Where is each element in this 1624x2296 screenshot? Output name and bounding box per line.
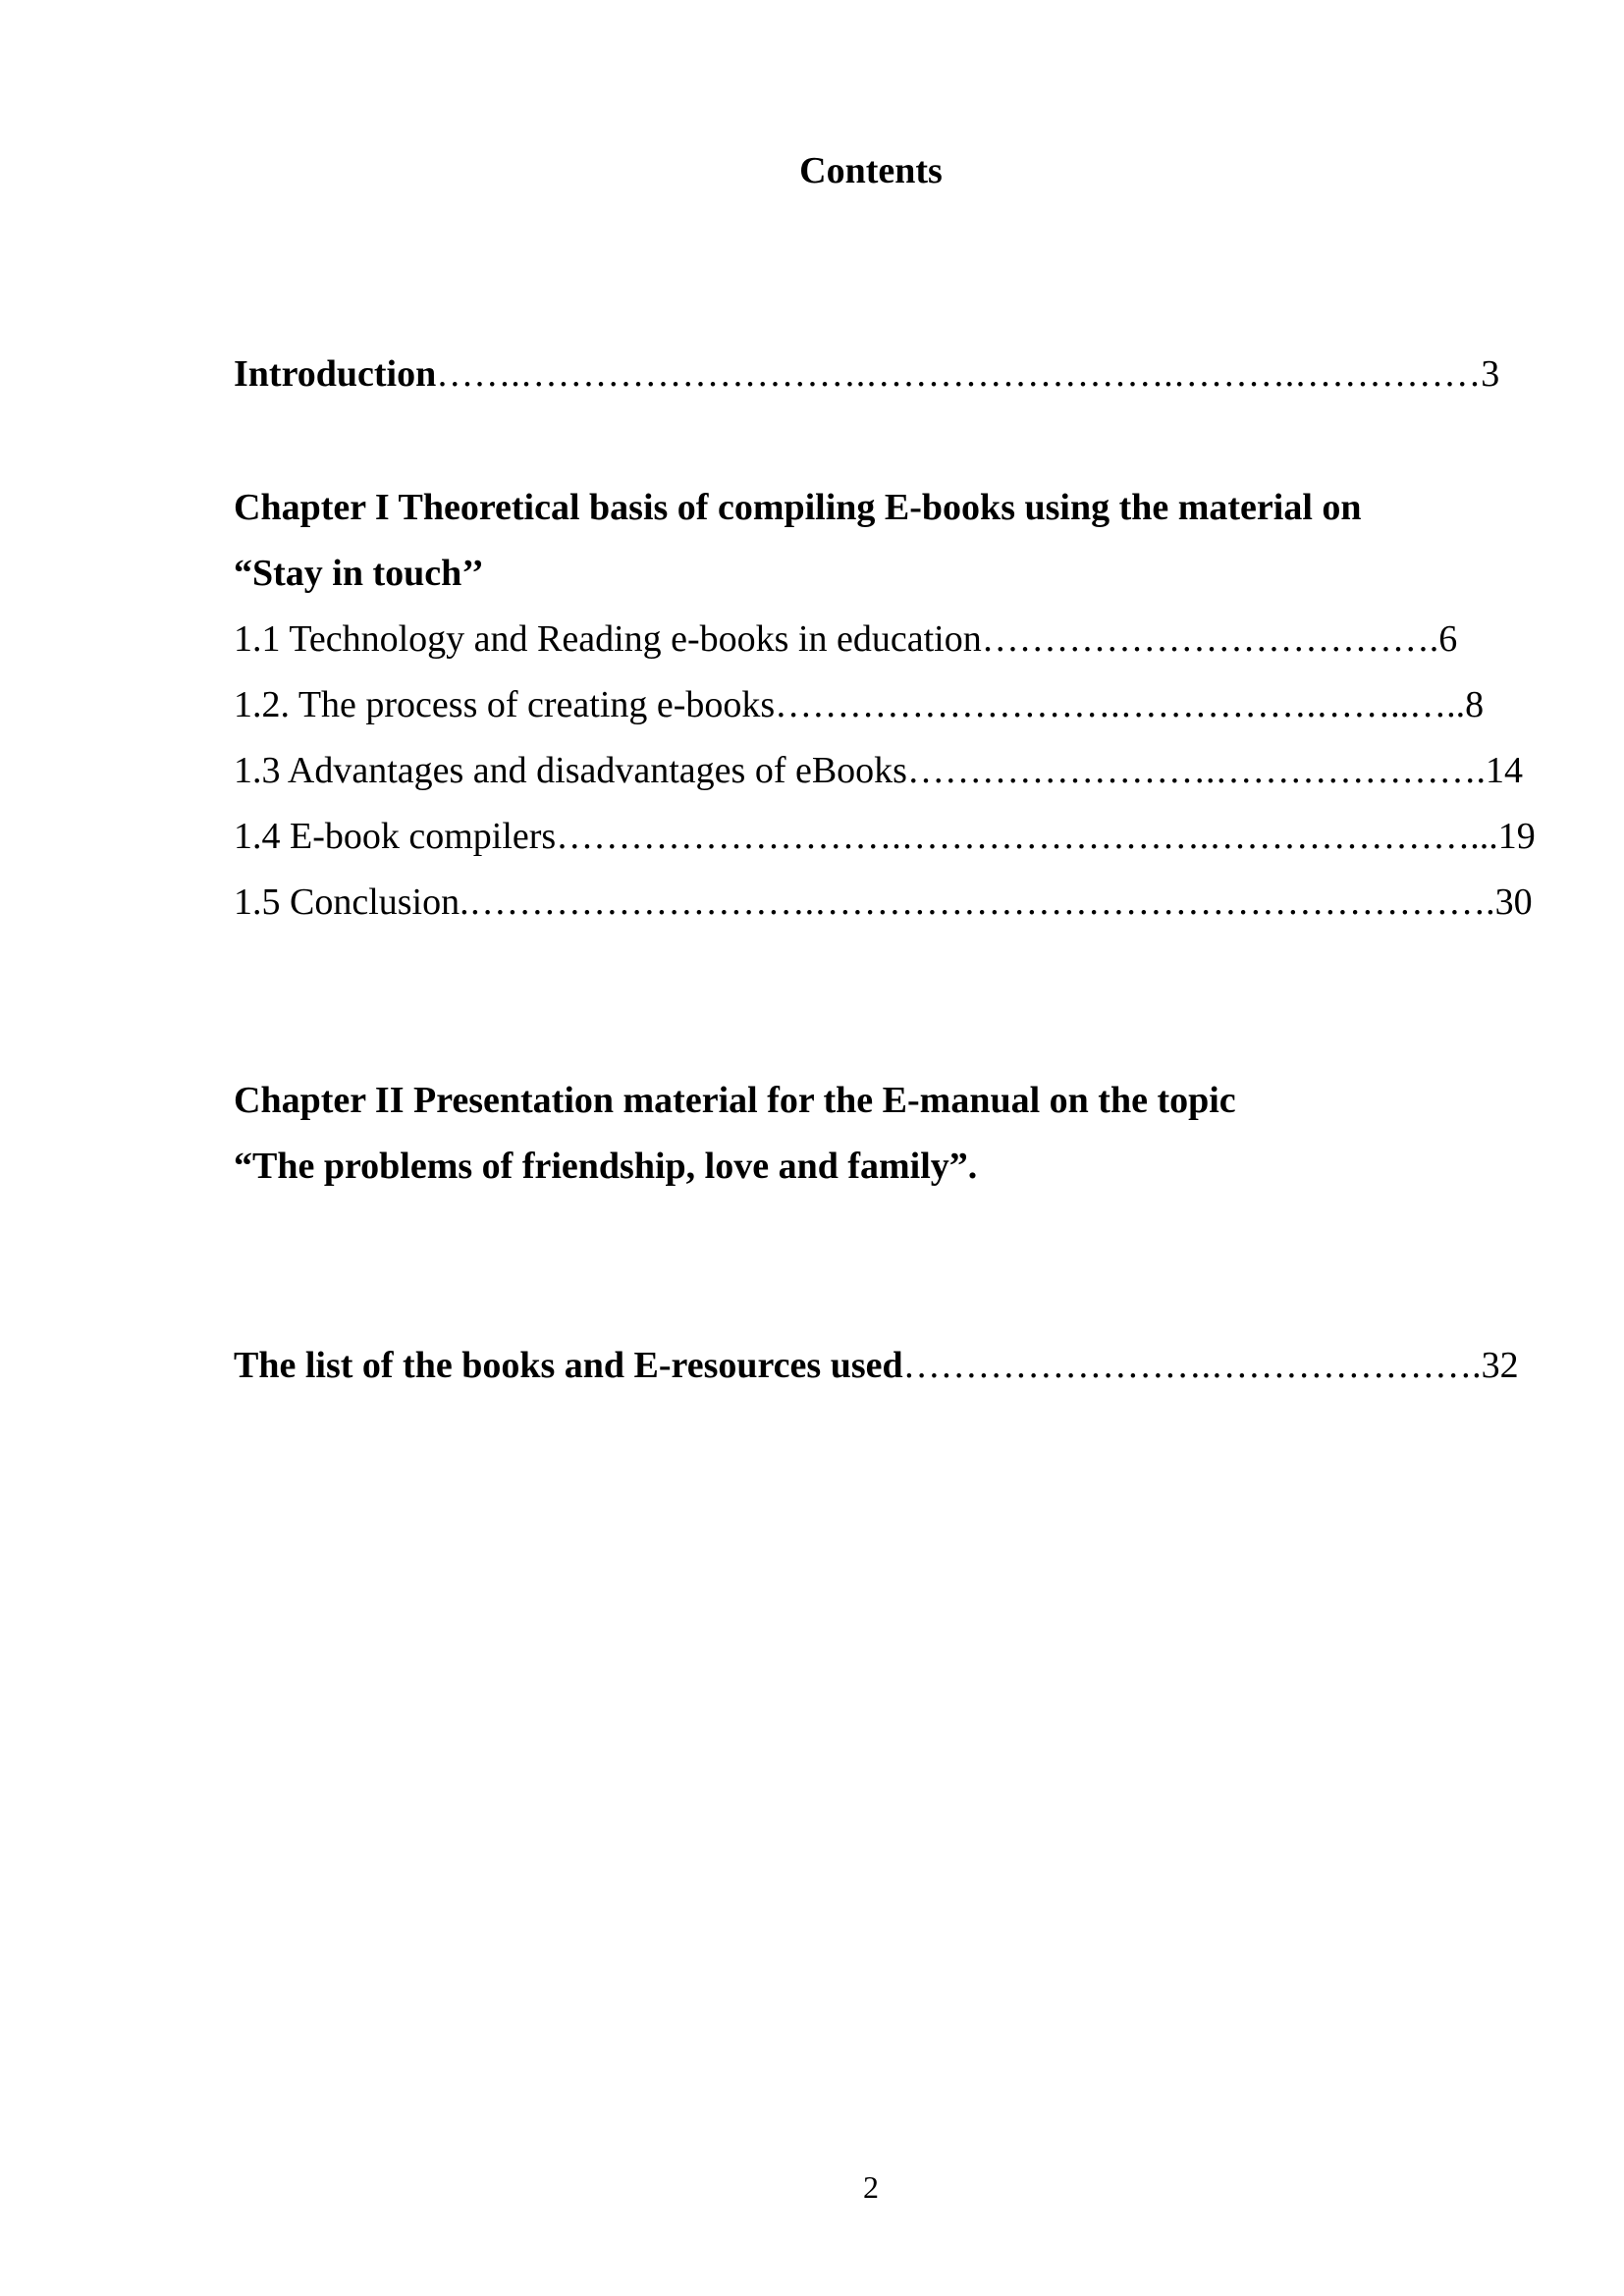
page-number: 2 — [863, 2169, 879, 2205]
toc-entry-introduction-leader: …….……………………….…………………….……….……………3 — [436, 353, 1500, 395]
toc-entry-introduction-label: Introduction — [234, 353, 437, 395]
toc-entry-1-1: 1.1 Technology and Reading e-books in education……………………………….6 — [234, 618, 1458, 660]
toc-entry-references-label: The list of the books and E-resources used — [234, 1345, 903, 1386]
toc-entry-references — [234, 1343, 1519, 1388]
toc-entry-1-3: 1.3 Advantages and disadvantages of eBooks…………………….………………….14 — [234, 750, 1523, 791]
chapter-1-heading-line-1: Chapter I Theoretical basis of compiling E-books using the material on — [234, 487, 1362, 528]
chapter-2-heading-line-2: “The problems of friendship, love and family”. — [234, 1146, 978, 1187]
toc-entry-1-5: 1.5 Conclusion.……………………….……………………………………………….30 — [234, 881, 1533, 923]
toc-entry-1-2: 1.2. The process of creating e-books……………………….…………….……..…..8 — [234, 684, 1485, 725]
toc-entry-1-4: 1.4 E-book compilers……………………….…………………….…………………...19 — [234, 816, 1536, 857]
chapter-1-heading-line-2: “Stay in touch’’ — [234, 553, 484, 594]
chapter-2-heading-line-1: Chapter II Presentation material for the E-manual on the topic — [234, 1080, 1236, 1121]
page-title: Contents — [799, 150, 943, 191]
toc-entry-introduction — [234, 351, 1499, 397]
toc-entry-references-leader: …………………….………………….32 — [902, 1345, 1519, 1386]
